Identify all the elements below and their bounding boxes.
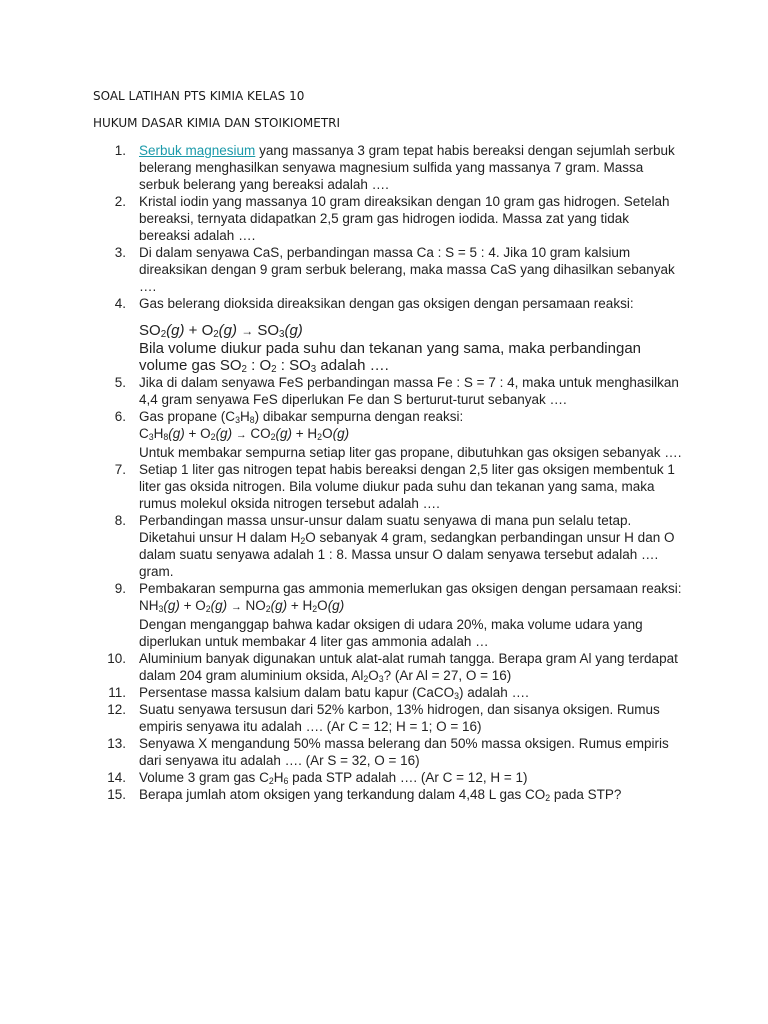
question-number: 4. [114,296,126,311]
question-11 [93,684,683,701]
question-text: Gas propane $(C_3H_8)$ dibakar sempurna dengan reaksi: [139,409,464,425]
question-4 [93,295,683,374]
question-14 [93,769,683,786]
question-number: 15. [107,787,126,802]
question-6 [93,408,683,461]
question-1 [93,142,683,193]
question-10 [93,650,683,684]
question-number: 12. [107,702,126,717]
question-text-continued: Bila volume diukur pada suhu dan tekanan yang sama, maka perbandingan volume gas $SO_2$ : $O_2$ : $SO_3$ adalah …. [139,340,642,375]
question-text: Gas belerang dioksida direaksikan dengan gas oksigen dengan persamaan reaksi: [139,296,634,311]
question-number: 7. [114,462,126,477]
question-text: Kristal iodin yang massanya 10 gram direaksikan dengan 10 gram gas hidrogen. Setelah bereaksi, ternyata didapatkan 2,5 gram gas hidrogen iodida. Massa zat yang tidak bereaksi adalah …. [139,194,670,243]
question-text: Senyawa X mengandung 50% massa belerang dan 50% massa oksigen. Rumus empiris dari senyawa itu adalah …. (Ar S = 32, O = 16) [139,736,669,768]
question-list [93,142,683,803]
question-number: 8. [114,513,126,528]
question-text: Pembakaran sempurna gas ammonia memerlukan gas oksigen dengan persamaan reaksi: [139,581,682,596]
question-8 [93,512,683,580]
question-15 [93,786,683,803]
question-number: 11. [108,685,126,700]
question-5 [93,374,683,408]
question-number: 2. [114,194,126,209]
question-text: Di dalam senyawa CaS, perbandingan massa Ca : S = 5 : 4. Jika 10 gram kalsium direaksikan dengan 9 gram serbuk belerang, maka massa CaS yang dihasilkan sebanyak …. [139,245,675,294]
reaction-equation: $SO_2(g) + O_2(g) \to SO_3(g)$ [139,322,303,340]
question-text: Berapa jumlah atom oksigen yang terkandung dalam 4,48 L gas $CO_2$ pada STP? [139,787,622,803]
question-7 [93,461,683,512]
question-text: Perbandingan massa unsur-unsur dalam suatu senyawa di mana pun selalu tetap. Diketahui unsur H dalam $H_2O$ sebanyak 4 gram, sedangkan perbandingan unsur H dan O dalam suatu senyawa adalah 1 : 8. Massa unsur O dalam senyawa tersebut adalah …. gram. [139,513,675,579]
reaction-arrow-icon: → [230,601,242,613]
question-text: Suatu senyawa tersusun dari 52% karbon, 13% hidrogen, dan sisanya oksigen. Rumus empiris senyawa itu adalah …. (Ar C = 12; H = 1; O = 16) [139,702,660,734]
question-text: Setiap 1 liter gas nitrogen tepat habis bereaksi dengan 2,5 liter gas oksigen membentuk 1 liter gas oksida nitrogen. Bila volume diukur pada suhu dan tekanan yang sama, maka rumus molekul oksida nitrogen tersebut adalah …. [139,462,675,511]
question-3 [93,244,683,295]
reaction-arrow-icon: → [235,429,247,441]
question-number: 1. [114,143,126,158]
question-text-continued: Dengan menganggap bahwa kadar oksigen di udara 20%, maka volume udara yang diperlukan untuk membakar 4 liter gas ammonia adalah … [139,617,643,649]
question-text: Jika di dalam senyawa FeS perbandingan massa Fe : S = 7 : 4, maka untuk menghasilkan 4,4 gram senyawa FeS diperlukan Fe dan S berturut-turut sebanyak …. [139,375,679,407]
serbuk-magnesium-link[interactable]: Serbuk magnesium [139,143,256,158]
reaction-arrow-icon: → [241,324,254,338]
question-text: Persentase massa kalsium dalam batu kapur (CaCO$_3$) adalah …. [139,685,529,701]
question-number: 9. [114,581,126,596]
reaction-equation: $C_3H_8(g) + O_2(g) \to CO_2(g) + H_2O(g)$ [139,426,350,442]
question-9 [93,580,683,650]
reaction-equation: $NH_3(g) + O_2(g) \to NO_2(g) + H_2O(g)$ [139,598,345,614]
document-title: SOAL LATIHAN PTS KIMIA KELAS 10 [93,89,305,103]
question-13 [93,735,683,769]
question-number: 10. [107,651,126,666]
question-12 [93,701,683,735]
question-text-continued: Untuk membakar sempurna setiap liter gas propane, dibutuhkan gas oksigen sebanyak …. [139,445,682,460]
question-number: 5. [114,375,126,390]
question-number: 3. [114,245,126,260]
question-text: Aluminium banyak digunakan untuk alat-alat rumah tangga. Berapa gram Al yang terdapat dalam 204 gram aluminium oksida, $Al_2O_3$? (Ar Al = 27, O = 16) [139,651,678,684]
question-number: 6. [114,409,126,424]
question-2 [93,193,683,244]
question-number: 13. [107,736,126,751]
document-subtitle: HUKUM DASAR KIMIA DAN STOIKIOMETRI [93,116,341,130]
question-text: Volume 3 gram gas $C_2H_6$ pada STP adalah …. (Ar C = 12, H = 1) [139,770,528,786]
question-number: 14. [107,770,126,785]
question-text: yang massanya 3 gram tepat habis bereaksi dengan sejumlah serbuk belerang menghasilkan senyawa magnesium sulfida yang massanya 7 gram. Massa serbuk belerang yang bereaksi adalah …. [139,143,675,192]
